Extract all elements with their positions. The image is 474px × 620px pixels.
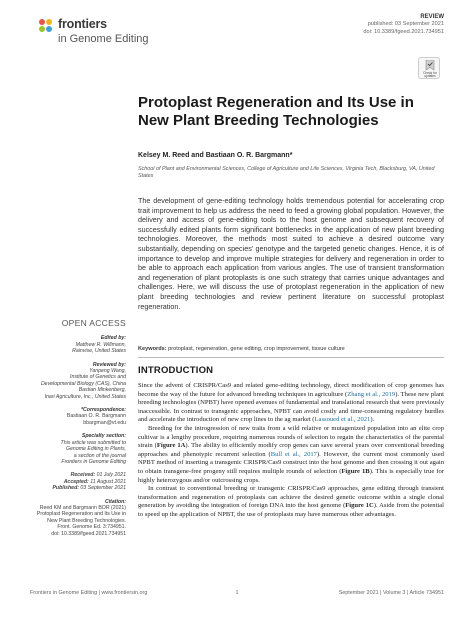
- page-number: 1: [235, 590, 239, 596]
- divider: [138, 357, 444, 358]
- citation-link[interactable]: Bull et al., 2017: [270, 450, 317, 458]
- article-info-sidebar: [30, 320, 126, 537]
- received-value: 01 July 2021: [96, 472, 126, 479]
- edited-by-label: Edited by:: [100, 335, 126, 342]
- figure-link[interactable]: Figure 1B: [341, 467, 370, 475]
- bookmark-check-icon: [423, 60, 437, 71]
- article-authors: Kelsey M. Reed and Bastiaan O. R. Bargmann*: [138, 152, 293, 159]
- figure-link[interactable]: Figure 1A: [156, 442, 186, 450]
- reviewer-line: Bastian Minkenberg,: [78, 387, 126, 394]
- keywords-label: Keywords:: [138, 346, 167, 352]
- correspondence-name: Bastiaan O. R. Bargmann: [66, 413, 126, 420]
- article-type: REVIEW: [420, 14, 444, 20]
- open-access-label: OPEN ACCESS: [61, 318, 126, 328]
- correspondence-email[interactable]: bbargman@vt.edu: [83, 419, 126, 426]
- specialty-line: This article was submitted to: [60, 439, 126, 446]
- abstract: The development of gene-editing technology holds tremendous potential for accelerating crop trait improvement to help us address the need to feed a growing global population. However, the delivery and access of gene-editing tools to the host genome and subsequent recovery of successfully edited plants form significant bottlenecks in the application of new plant breeding technologies. Moreover, the methods most suited to achieve a desired outcome vary substantially, depending on species' genotype and the targeted genetic changes. Hence, it is of importance to develop and improve multiple strategies for delivery and regeneration in order to be able to approach each application from various angles. The use of transient transformation and regeneration of plant protoplasts is one such strategy that carries unique advantages and challenges. Here, we will discuss the use of protoplast regeneration in the application of new plant breeding technologies and review pertinent literature on successful protoplast regeneration.: [138, 196, 444, 311]
- text-run: ). Aside from the potential to speed up the application of NPBT, the use of protoplasts may have numerous other advantages.: [138, 502, 444, 518]
- specialty-line: a section of the journal: [73, 452, 126, 459]
- paragraph: [138, 382, 444, 425]
- text-run: Since the advent of CRISPR/Cas9 and related gene-editing technology, direct modification of crop genomes has become the way of the future for advanced breeding techniques in agriculture (: [138, 382, 444, 398]
- journal-subtitle: in Genome Editing: [58, 33, 149, 45]
- correspondence-label: *Correspondence:: [81, 407, 126, 414]
- editor-line: Rainvise, United States: [72, 348, 126, 355]
- reviewer-line: Developmental Biology (CAS), China: [40, 380, 126, 387]
- text-run: ).: [370, 416, 375, 424]
- accepted-label: Accepted:: [63, 478, 89, 485]
- published-label: Published:: [52, 485, 79, 492]
- introduction-body: [138, 382, 444, 520]
- text-run: ). The ability to efficiently modify crop genes can save several years over conventional breeding approaches and phenotypic recurrent selection (: [138, 442, 445, 458]
- accepted-value: 11 August 2021: [90, 478, 126, 485]
- text-run: In contrast to conventional breeding or transgenic CRISPR/Cas9 approaches, gene editing through transient transformation and regeneration of protoplasts can achieve the desired genetic outcome within a single clonal generation by avoiding the integration of foreign DNA into the host genome (: [138, 485, 444, 510]
- specialty-line: Frontiers in Genome Editing: [61, 458, 126, 465]
- received-label: Received:: [70, 472, 96, 479]
- published-value: 03 September 2021: [80, 485, 126, 492]
- keywords: [138, 346, 444, 353]
- figure-link[interactable]: Figure 1C: [345, 502, 374, 510]
- reviewer-line: Institute of Genetics and: [70, 374, 126, 381]
- reviewer-line: Yanpeng Wang,: [89, 368, 126, 375]
- citation-link[interactable]: Zhang et al., 2019: [347, 390, 396, 398]
- journal-name: frontiers: [58, 17, 107, 31]
- section-heading-introduction: INTRODUCTION: [138, 365, 214, 376]
- article-meta: [363, 14, 444, 36]
- specialty-section-label: Specialty section:: [81, 433, 126, 440]
- text-run: ). These new plant breeding technologies (NPBT) have opened avenues of fundamental and translational research that were previously inaccessible. In contrast to transgenic approaches, NPBT can avoid costly and time-consuming regulatory hurdles and accelerate the introduction of new crop lines to the ag market (: [138, 390, 444, 424]
- keywords-list: protoplast, regeneration, gene editing, crop improvement, tissue culture: [168, 346, 345, 352]
- article-title: Protoplast Regeneration and Its Use in New Plant Breeding Technologies: [138, 94, 414, 129]
- citation-doi[interactable]: doi: 10.3389/fgeed.2021.734951: [51, 530, 126, 537]
- check-updates-label: Check for updates: [423, 71, 437, 79]
- citation-line: Protoplast Regeneration and Its Use in: [36, 511, 126, 518]
- reviewed-by-label: Reviewed by:: [92, 361, 126, 368]
- citation-line: Reed KM and Bargmann BOR (2021): [39, 504, 126, 511]
- journal-logo: [38, 16, 178, 50]
- published-line: published: 03 September 2021: [367, 21, 444, 28]
- footer-journal: Frontiers in Genome Editing | www.frontiersin.org: [30, 590, 148, 596]
- paragraph: [138, 485, 444, 519]
- text-run: Breeding for the introgression of new traits from a wild relative or mutagenized population into an elite crop cultivar is a lengthy procedure, requiring numerous rounds of selection to regain the characteristics of the parental strain (: [138, 424, 444, 450]
- check-for-updates-button[interactable]: [418, 57, 440, 79]
- citation-line: Front. Genome Ed. 3:734951.: [57, 524, 126, 531]
- citation-link[interactable]: Lassoued et al., 2021: [314, 416, 371, 424]
- paragraph: [138, 425, 444, 485]
- doi-line: doi: 10.3389/fgeed.2021.734951: [363, 28, 444, 35]
- article-affiliation: School of Plant and Environmental Sciences, College of Agriculture and Life Sciences, Virginia Tech, Blacksburg, VA, United States: [138, 166, 435, 179]
- footer-issue: September 2021 | Volume 3 | Article 734951: [338, 590, 444, 596]
- citation-line: New Plant Breeding Technologies.: [47, 517, 126, 524]
- citation-label: Citation:: [104, 498, 126, 505]
- text-run: ). This is especially true for highly heterozygous and/or outcrossing crops.: [138, 467, 445, 484]
- frontiers-logo-icon: [38, 18, 54, 34]
- text-run: ). However, the current most commonly used NPBT method of inserting a transgenic CRISPR/Cas9 construct into the host genome and then crossing it out again to obtain transgene-free progeny still requires multiple rounds of selection (: [138, 450, 444, 475]
- specialty-line: Genome Editing in Plants,: [66, 446, 126, 453]
- reviewer-line: Inari Agriculture, Inc., United States: [44, 393, 126, 400]
- editor-line: Matthew R. Willmann,: [75, 341, 126, 348]
- published-date: [30, 485, 126, 491]
